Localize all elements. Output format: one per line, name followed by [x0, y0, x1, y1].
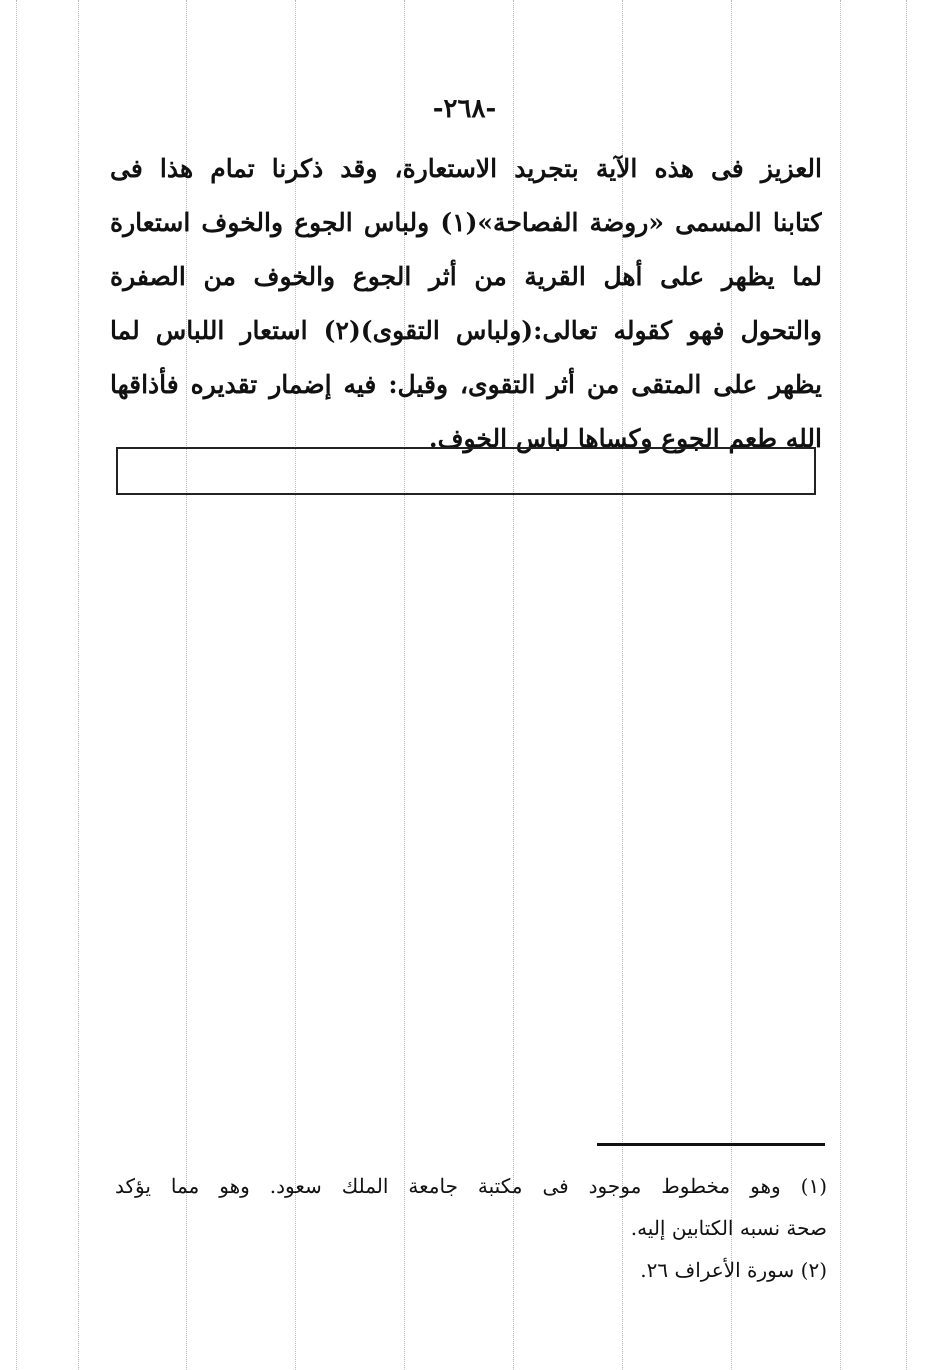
footnote-line: (١) وهو مخطوط موجود فى مكتبة جامعة الملك سعود. وهو مما يؤكد: [115, 1174, 827, 1198]
footnote-line: صحة نسبه الكتابين إليه.: [630, 1216, 827, 1240]
scan-dot-column: [16, 0, 17, 1370]
footnote-separator: [597, 1143, 825, 1146]
scan-dot-column: [906, 0, 907, 1370]
body-text: [110, 142, 822, 466]
body-line: يظهر على المتقى من أثر التقوى، وقيل: فيه إضمار تقديره فأذاقها: [110, 370, 822, 399]
page-number: -٢٦٨-: [432, 94, 497, 124]
scan-dot-column: [78, 0, 79, 1370]
scan-dot-column: [840, 0, 841, 1370]
body-line: لما يظهر على أهل القرية من أثر الجوع والخوف من الصفرة: [110, 262, 822, 291]
body-line: كتابنا المسمى «روضة الفصاحة»(١) ولباس الجوع والخوف استعارة: [110, 208, 822, 237]
body-line: الله طعم الجوع وكساها لباس الخوف.: [428, 424, 822, 453]
body-line: العزيز فى هذه الآية بتجريد الاستعارة، وقد ذكرنا تمام هذا فى: [110, 154, 822, 183]
body-line: والتحول فهو كقوله تعالى:(ولباس التقوى)(٢) استعار اللباس لما: [110, 316, 822, 345]
footnote-line: (٢) سورة الأعراف ٢٦.: [640, 1258, 827, 1282]
empty-text-box: [116, 447, 816, 495]
footnotes: [115, 1165, 827, 1291]
